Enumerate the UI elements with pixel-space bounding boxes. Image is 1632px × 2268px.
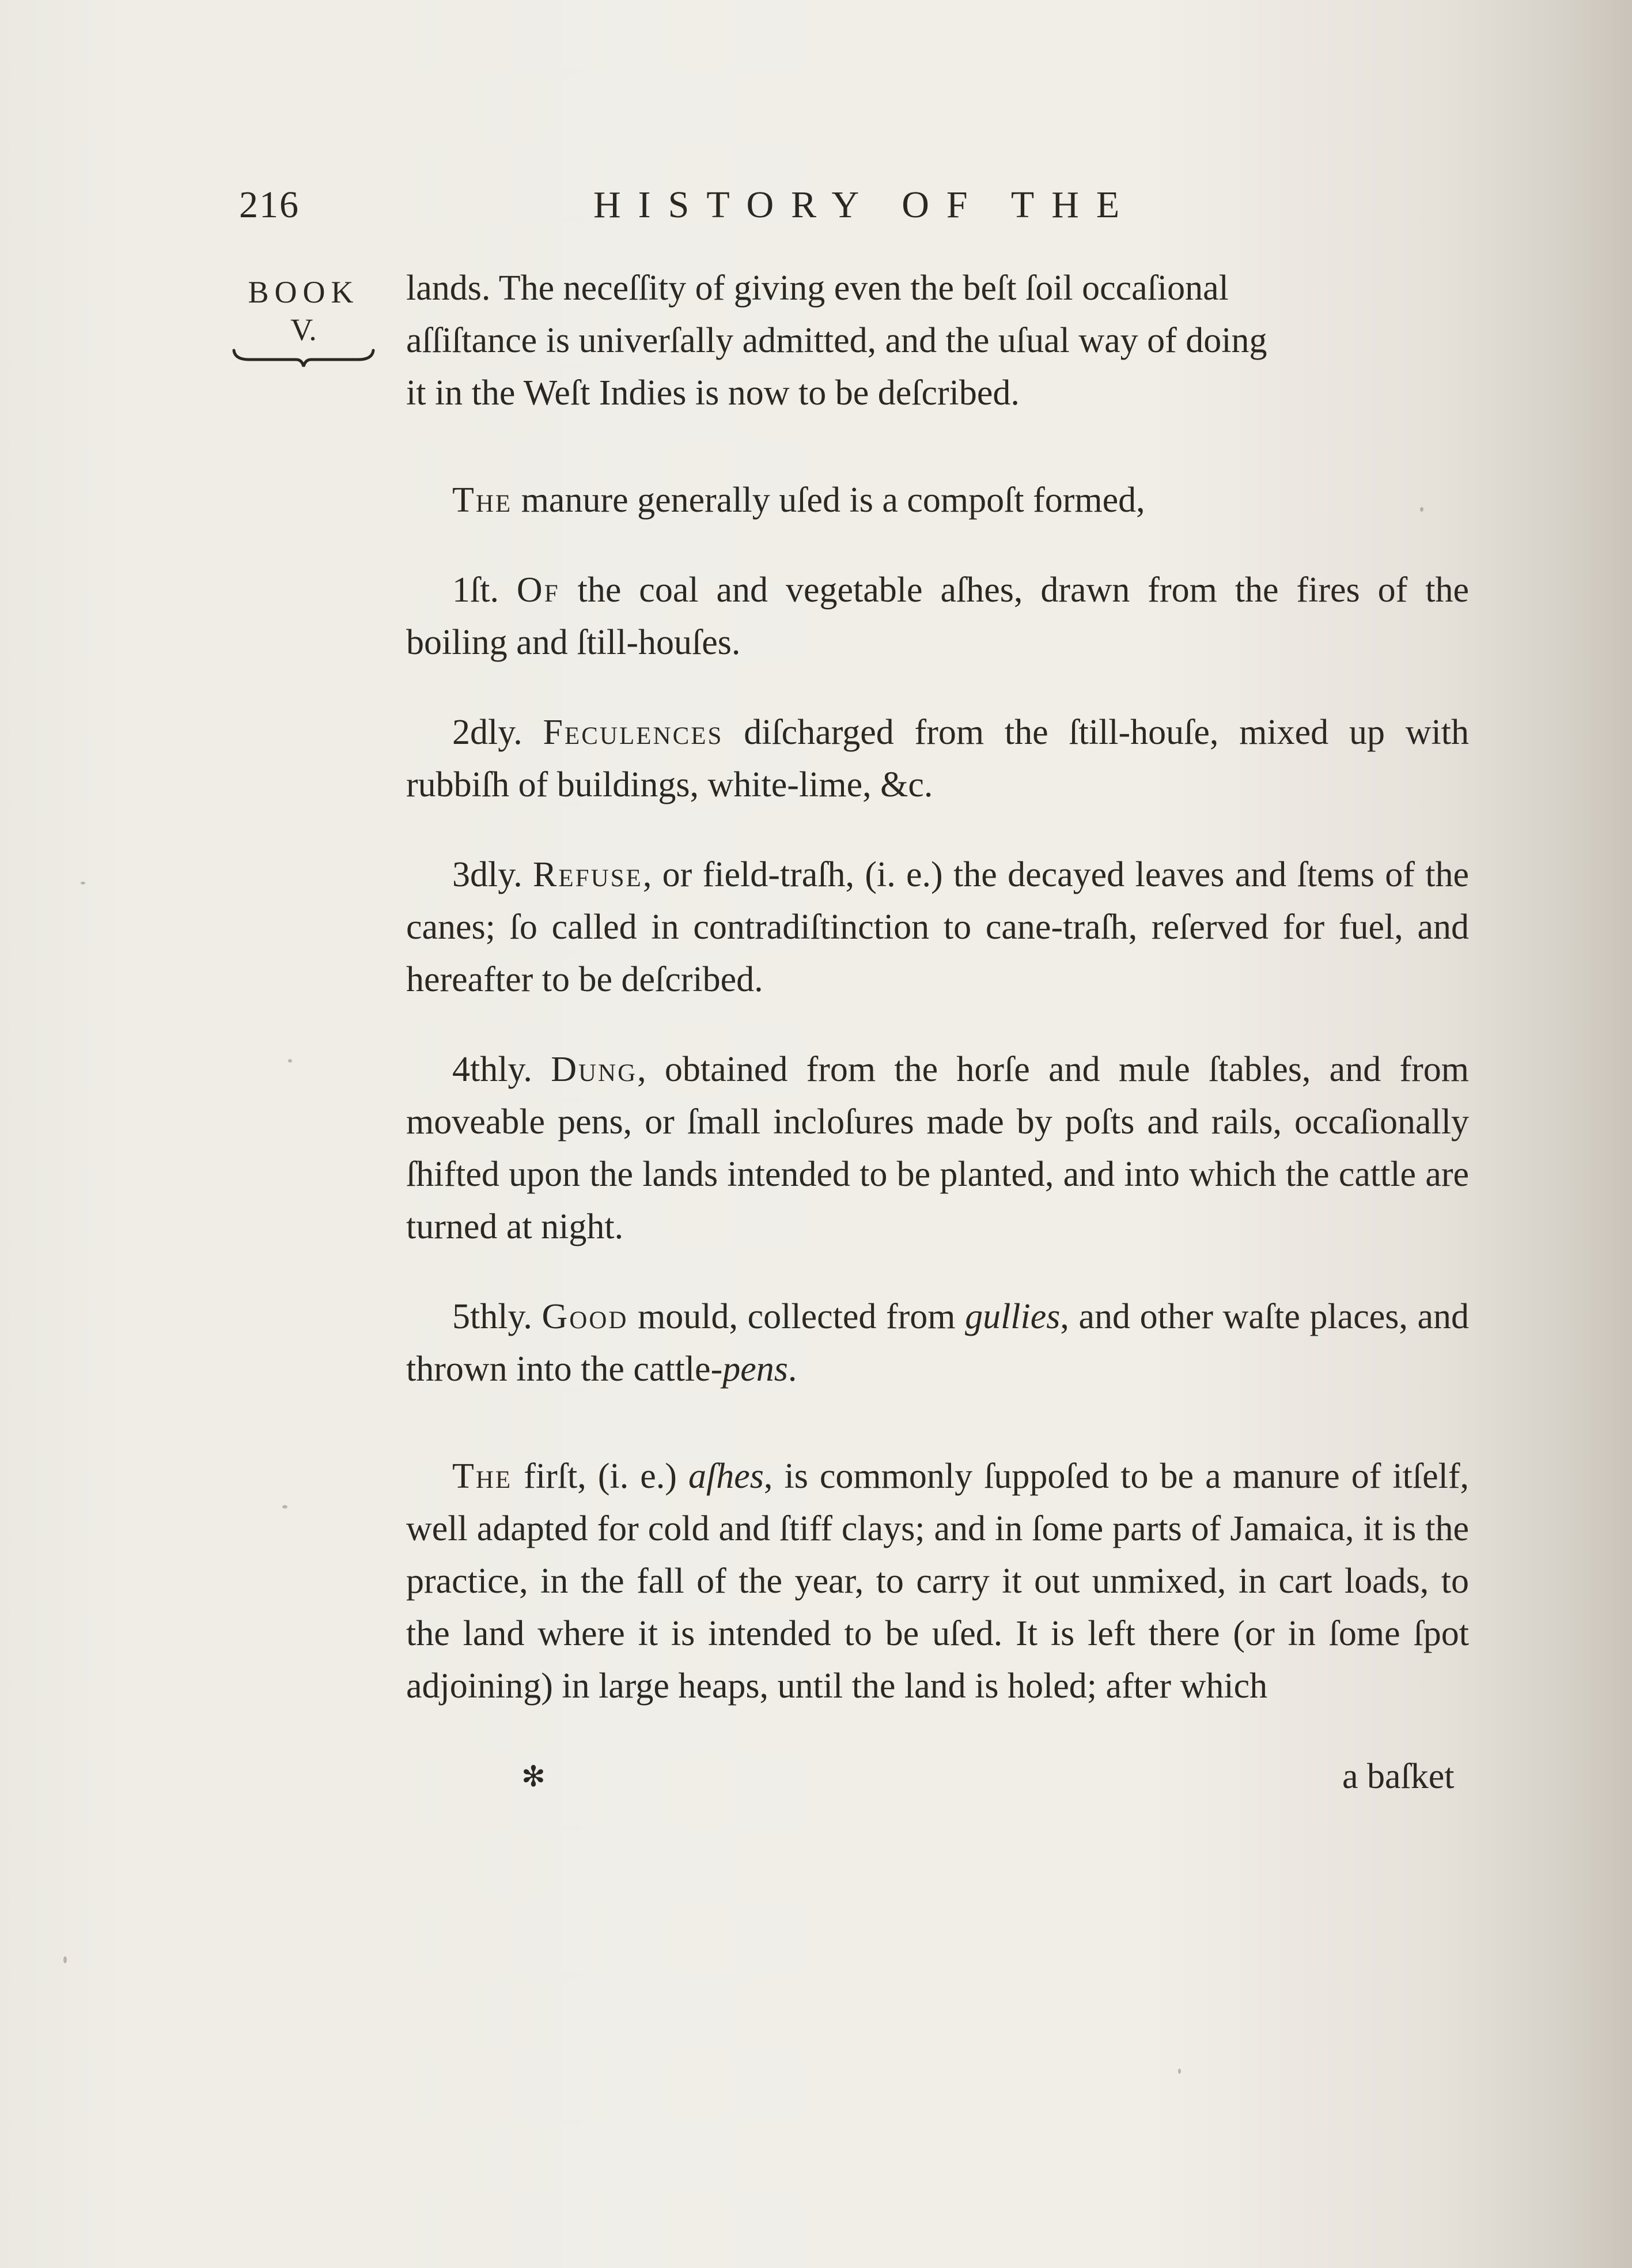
- text-line: it in the Weſt Indies is now to be deſcribed.: [406, 373, 1020, 413]
- italic-word: aſhes: [688, 1457, 764, 1496]
- margin-volume-label: V.: [290, 312, 317, 347]
- small-caps-lead: The: [452, 1457, 513, 1496]
- page-header: [0, 183, 1632, 235]
- paragraph-text: .: [787, 1350, 797, 1389]
- enumeration-label: 5thly.: [452, 1297, 542, 1336]
- paragraph-compost: [406, 474, 1469, 527]
- small-caps-lead: The: [452, 481, 513, 520]
- paragraph-text: the coal and vegetable aſhes, drawn from the fires of the boiling and ſtill-houſes.: [406, 570, 1469, 662]
- italic-word: gullies: [965, 1297, 1061, 1336]
- enumeration-label: 2dly.: [452, 713, 543, 752]
- paragraph-fourth: [406, 1044, 1469, 1253]
- small-caps-lead: Good: [542, 1297, 628, 1336]
- paper-speck: [1420, 507, 1423, 512]
- text-line: aſſiſtance is univerſally admitted, and the uſual way of doing: [406, 321, 1267, 360]
- paper-speck: [63, 1956, 67, 1963]
- margin-note: [226, 272, 381, 370]
- paragraph-text: mould, collected from: [628, 1297, 965, 1336]
- paragraph-continuation: [406, 262, 1469, 419]
- paragraph-text: , is commonly ſuppoſed to be a manure of itſelf, well adapted for cold and ſtiff clays; and in ſome parts of Jamaica, it is the practice, in the fall of the year, to carry it out unmixed, in cart loads, to the land where it is intended to be uſed. It is left there (or in ſome ſpot adjoining) in large heaps, until the land is holed; after which: [406, 1457, 1470, 1706]
- margin-book-label: BOOK: [248, 275, 359, 309]
- small-caps-lead: Feculences: [543, 713, 724, 752]
- paragraph-text: , or field-traſh, (i. e.) the decayed leaves and ſtems of the canes; ſo called in contradiſtinction to cane-traſh, reſerved for fuel, and hereafter to be deſcribed.: [406, 855, 1469, 999]
- text-line: lands. The neceſſity of giving even the beſt ſoil occaſional: [406, 269, 1229, 308]
- enumeration-label: 4thly.: [452, 1050, 551, 1089]
- small-caps-lead: Refuse: [533, 855, 643, 894]
- paragraph-third: [406, 849, 1469, 1006]
- body-text: [406, 262, 1469, 1750]
- paper-speck: [288, 1059, 292, 1063]
- paper-speck: [81, 882, 85, 884]
- enumeration-label: 1ſt.: [452, 570, 517, 610]
- paper-speck: [1178, 2069, 1181, 2074]
- paragraph-second: [406, 706, 1469, 811]
- catchword: a baſket: [1342, 1757, 1455, 1796]
- page-footer: [0, 1756, 1632, 1808]
- paragraph-first: [406, 564, 1469, 669]
- running-title: HISTORY OF THE: [593, 184, 1137, 226]
- paragraph-text: , and other waſte places, and thrown into the cattle-: [406, 1297, 1469, 1389]
- paragraph-fifth: [406, 1291, 1469, 1396]
- small-caps-lead: Dung: [551, 1050, 638, 1089]
- enumeration-label: 3dly.: [452, 855, 533, 894]
- page-number: 216: [239, 184, 300, 226]
- small-caps-lead: Of: [516, 570, 560, 610]
- paragraph-text: manure generally uſed is a compoſt formed,: [512, 481, 1145, 520]
- paragraph-ashes: [406, 1450, 1469, 1713]
- paragraph-text: diſcharged from the ſtill-houſe, mixed up with rubbiſh of buildings, white-lime, &c.: [406, 713, 1469, 804]
- signature-mark: ✻: [521, 1760, 546, 1793]
- brace-ornament: [232, 347, 376, 370]
- paper-speck: [282, 1505, 287, 1509]
- paragraph-text: , obtained from the horſe and mule ſtables, and from moveable pens, or ſmall incloſures made by poſts and rails, occaſionally ſhifted upon the lands intended to be planted, and into which the cattle are turned at night.: [406, 1050, 1469, 1246]
- paragraph-text: firſt, (i. e.): [512, 1457, 689, 1496]
- italic-word: pens: [722, 1350, 788, 1389]
